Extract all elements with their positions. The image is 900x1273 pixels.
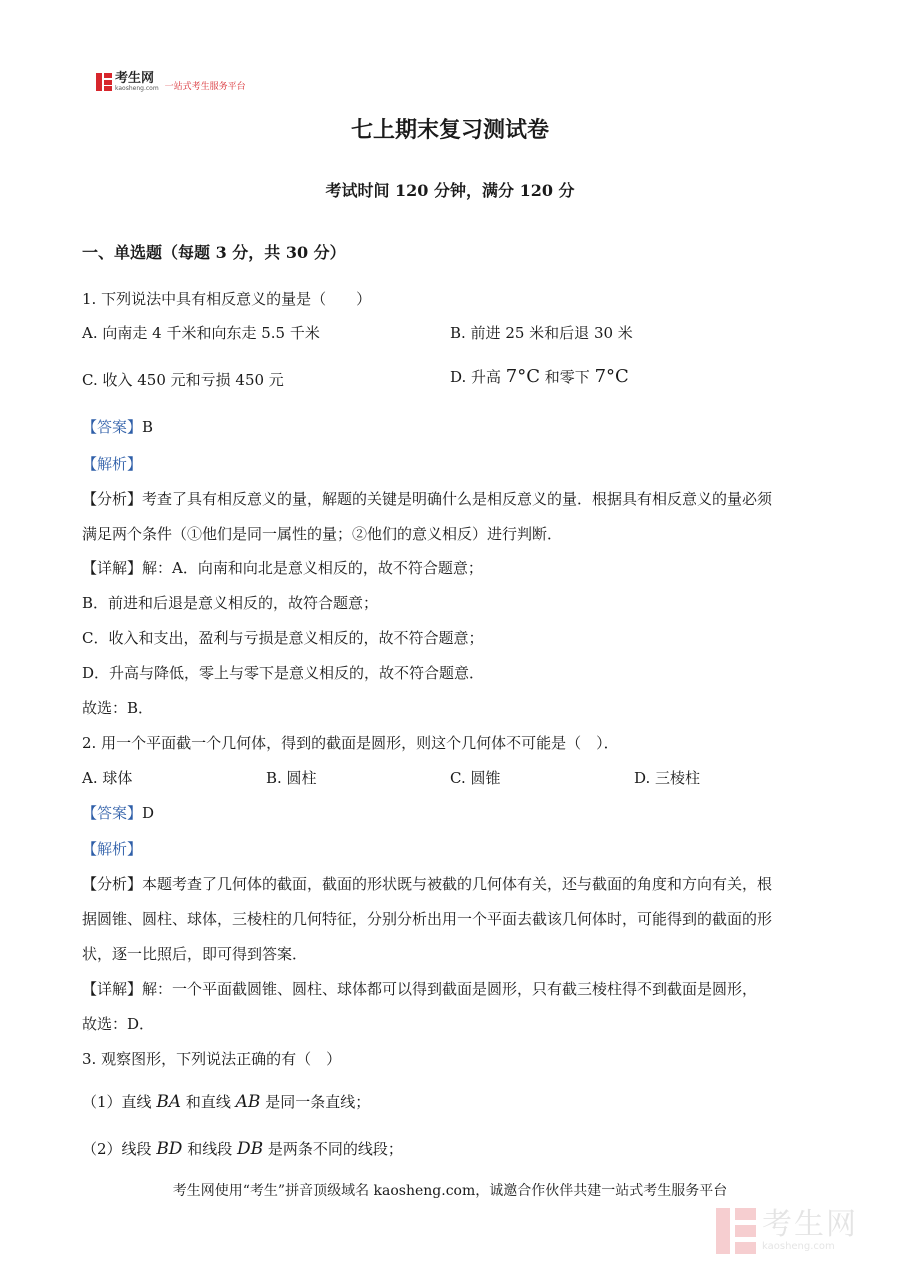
logo-name: 考生网 — [115, 71, 155, 86]
watermark-text — [762, 1207, 858, 1252]
watermark-name: 考生网 — [762, 1207, 858, 1242]
kaosheng-logo-icon — [96, 73, 112, 91]
q1-option-b: B. 前进 25 米和后退 30 米 — [450, 324, 633, 342]
q2-option-a: A. 球体 — [82, 769, 133, 787]
q2-option-d: D. 三棱柱 — [634, 769, 701, 787]
q1-line-c: C．收入和支出，盈利与亏损是意义相反的，故不符合题意； — [82, 629, 484, 647]
math-var: DB — [236, 1139, 264, 1159]
q2-fenxi-line1 — [82, 873, 772, 894]
statement-text: （1）直线 — [82, 1093, 157, 1111]
math-var: BA — [156, 1092, 182, 1112]
answer-tag: 【答案】 — [82, 804, 143, 822]
q2-option-c: C. 圆锥 — [450, 769, 501, 787]
fenxi-text: 考查了具有相反意义的量，解题的关键是明确什么是相反意义的量．根据具有相反意义的量必须 — [142, 490, 773, 508]
xiangjie-text: 解：A．向南和向北是意义相反的，故不符合题意； — [142, 559, 483, 577]
statement-text: 是同一条直线； — [260, 1093, 371, 1111]
section-heading: 一、单选题（每题 3 分，共 30 分） — [82, 243, 346, 262]
q1-option-d-prefix: D. 升高 — [450, 368, 506, 386]
xiangjie-tag: 【详解】 — [82, 559, 143, 577]
q1-line-b: B．前进和后退是意义相反的，故符合题意； — [82, 594, 379, 612]
logo-slogan: 一站式考生服务平台 — [164, 81, 246, 92]
q1-option-d-value2: 7°C — [594, 366, 629, 387]
q2-fenxi-line3: 状，逐一比照后，即可得到答案． — [82, 945, 308, 963]
watermark — [716, 1208, 858, 1254]
q1-fenxi-line2: 满足两个条件（①他们是同一属性的量；②他们的意义相反）进行判断． — [82, 525, 563, 543]
q2-answer — [82, 802, 154, 823]
watermark-domain: kaosheng.com — [762, 1241, 835, 1252]
q2-conclusion: 故选：D． — [82, 1015, 155, 1033]
document-subtitle: 考试时间 120 分钟，满分 120 分 — [325, 181, 575, 200]
xiangjie-tag: 【详解】 — [82, 980, 143, 998]
logo-domain: kaosheng.com — [115, 85, 159, 92]
fenxi-tag: 【分析】 — [82, 875, 143, 893]
q2-analysis-tag: 【解析】 — [82, 840, 143, 858]
document-title: 七上期末复习测试卷 — [350, 117, 549, 143]
q1-xiangjie-line1 — [82, 557, 483, 578]
q1-fenxi-line1 — [82, 488, 772, 509]
answer-value: D — [142, 804, 155, 822]
q1-line-d: D．升高与降低，零上与零下是意义相反的，故不符合题意． — [82, 664, 485, 682]
q1-option-d — [450, 366, 629, 387]
kaosheng-watermark-icon — [716, 1208, 756, 1254]
q2-stem: 2. 用一个平面截一个几何体，得到的截面是圆形，则这个几何体不可能是（ ）． — [82, 734, 619, 752]
q3-stem: 3. 观察图形，下列说法正确的有（ ） — [82, 1050, 342, 1068]
statement-text: 和直线 — [181, 1093, 236, 1111]
math-var: BD — [156, 1139, 183, 1159]
answer-value: B — [142, 418, 154, 436]
math-var: AB — [235, 1092, 261, 1112]
q1-conclusion: 故选：B． — [82, 699, 154, 717]
fenxi-text: 本题考查了几何体的截面，截面的形状既与被截的几何体有关，还与截面的角度和方向有关，根 — [142, 875, 773, 893]
q1-option-d-value1: 7°C — [505, 366, 541, 387]
q3-statement-2 — [82, 1138, 403, 1159]
q1-analysis-tag: 【解析】 — [82, 455, 143, 473]
page-footer: 考生网使用“考生”拼音顶级域名 kaosheng.com，诚邀合作伙伴共建一站式考生服务平台 — [172, 1183, 728, 1199]
q3-statement-1 — [82, 1091, 370, 1112]
xiangjie-text: 解：一个平面截圆锥、圆柱、球体都可以得到截面是圆形，只有截三棱柱得不到截面是圆形， — [142, 980, 758, 998]
q1-answer — [82, 416, 153, 437]
statement-text: （2）线段 — [82, 1140, 157, 1158]
site-logo — [96, 72, 246, 92]
q1-option-a: A. 向南走 4 千米和向东走 5.5 千米 — [82, 324, 320, 342]
statement-text: 是两条不同的线段； — [263, 1140, 403, 1158]
statement-text: 和线段 — [182, 1140, 237, 1158]
q1-option-c: C. 收入 450 元和亏损 450 元 — [82, 371, 284, 389]
q2-xiangjie-line1 — [82, 978, 757, 999]
q1-option-d-mid: 和零下 — [540, 368, 595, 386]
q2-option-b: B. 圆柱 — [266, 769, 317, 787]
q2-fenxi-line2: 据圆锥、圆柱、球体，三棱柱的几何特征，分别分析出用一个平面去截该几何体时，可能得到的截面的形 — [82, 910, 773, 928]
q1-stem: 1. 下列说法中具有相反意义的量是（ ） — [82, 290, 372, 308]
fenxi-tag: 【分析】 — [82, 490, 143, 508]
answer-tag: 【答案】 — [82, 418, 143, 436]
logo-text — [115, 72, 159, 92]
